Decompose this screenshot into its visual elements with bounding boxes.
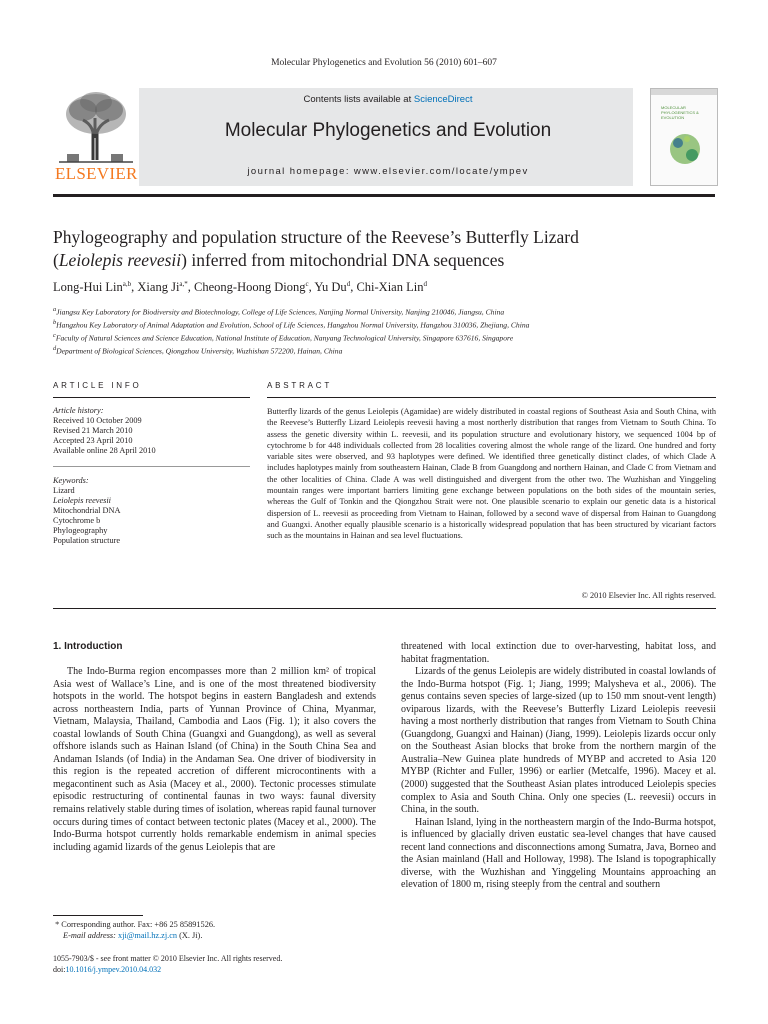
article-info-heading: ARTICLE INFO	[53, 381, 142, 390]
title-species: Leiolepis reevesii	[58, 250, 182, 270]
affiliation: $^d$Department of Biological Sciences, Qiongzhou University, Wuzhishan 572200, Hainan, China	[53, 345, 343, 356]
journal-cover-thumbnail	[650, 88, 718, 186]
copyright: © 2010 Elsevier Inc. All rights reserved.	[581, 591, 716, 600]
paragraph: Hainan Island, lying in the northeastern margin of the Indo-Burma hotspot, is influenced by glacially driven eustatic sea-level changes that have caused recent land connections and disconnections among Sumatra, Java, Borneo and the Asian mainland (Hall and Holloway, 1998). The Island is topographically diverse, with the Wuzhishan and Yinggeling Mountains approaching an elevation of 1800 m, rising steeply from the central and southern	[401, 816, 716, 891]
email-link[interactable]: xji@mail.hz.zj.cn	[118, 931, 178, 940]
issn-line: 1055-7903/$ - see front matter © 2010 Elsevier Inc. All rights reserved.	[53, 954, 283, 963]
author: Yu Du$^d$,	[314, 280, 357, 295]
history-label: Article history:	[53, 406, 104, 415]
publisher-name: ELSEVIER	[55, 164, 138, 183]
paragraph: threatened with local extinction due to over-harvesting, habitat loss, and habitat fragmentation.	[401, 641, 716, 665]
author-list	[53, 280, 715, 295]
article-history: Article history: Received 10 October 2009 Revised 21 March 2010 Accepted 23 April 2010 Available online 28 April 2010	[53, 406, 156, 455]
divider	[53, 397, 250, 398]
sciencedirect-link[interactable]: ScienceDirect	[413, 94, 473, 105]
paragraph: Lizards of the genus Leiolepis are widely distributed in coastal lowlands of the Indo-Burma hotspot (Fig. 1; Jiang, 1999; Malysheva et al., 2006). The genus contains seven species of large-sized (up to 150 mm snout-vent length) oviparous lizards, with the Reevese’s Butterfly Lizard Leiolepis reevesii having a most northerly distribution that ranges from Vietnam to South China (Guangdong, Guangxi and Hainan) (Jiang, 1999). Leiolepis lizards occur only on the Southeast Asian blocks that broke from the northern margin of the Australia–New Guinea plate hundreds of MYBP and accreted to Asia 120 MYBP (Richter and Fuller, 1996) or earlier (Metcalfe, 1996). Macey et al. (2000) suggested that the Southeast Asian plates introduced Leiolepis species complex to Asia and South China. Only one species (L. reevesii) occurs in China, in the south.	[401, 666, 716, 816]
abstract-heading: ABSTRACT	[267, 381, 333, 390]
cover-title: MOLECULAR PHYLOGENETICS & EVOLUTION	[661, 105, 699, 120]
cover-art-icon	[667, 127, 703, 177]
footnote: * Corresponding author. Fax: +86 25 85891526. E-mail address: xji@mail.hz.zj.cn (X. Ji).	[53, 920, 216, 940]
bottom-metadata: 1055-7903/$ - see front matter © 2010 Elsevier Inc. All rights reserved. doi:10.1016/j.ympev.2010.04.032	[53, 953, 453, 975]
affiliation: $^c$Faculty of Natural Sciences and Science Education, National Institute of Education, Nanyang Technological University, Singapore 637616, Singapore	[53, 332, 514, 343]
author: Cheong-Hoong Diong$^c$,	[194, 280, 315, 295]
abstract-text: Butterfly lizards of the genus Leiolepis (Agamidae) are widely distributed in coastal regions of Southeast Asia and South China, with the Reevese’s Butterfly Lizard Leiolepis reevesii having a most northerly distribution that ranges from Vietnam to South China. To assess the genetic diversity within L. reevesii, and its population structure and evolutionary history, we sequenced 1004 bp of cytochrome b for 448 individuals collected from 28 localities covering almost the whole range of the lizard. One hundred and forty variable sites were observed, and 93 haplotypes were defined. We identified three genetically distinct clades, of which Clade A includes haplotypes mainly from southeastern Hainan, Clade B from Guangdong and northern Hainan, and Clade C from Vietnam and the other localities of China. Clade A was well distinguished and divergent from the other two. The Wuzhishan and Yinggeling mountain ranges were important barriers limiting gene exchange between populations on the both sides of the mountain series, whereas the Gulf of Tonkin and the Qiongzhou Strait were not. One plausible scenario to explain our genetic data is a historical dispersion of L. reevesii as proceeding from Vietnam to Hainan, followed by a second wave of dispersal from Hainan to Guangdong and Guangxi. Another equally plausible scenario is a historically widespread population that has been structured by vicariant factors such as the mountains in Hainan and sea level fluctuations.	[267, 407, 716, 541]
contents-prefix: Contents lists available at	[303, 94, 412, 105]
affiliation: $^a$Jiangsu Key Laboratory for Biodiversity and Biotechnology, College of Life Sciences, Nanjing Normal University, Nanjing 210046, Jiangsu, China	[53, 306, 505, 317]
title-line-1: Phylogeography and population structure of the Reevese’s Butterfly Lizard	[53, 227, 579, 247]
keywords: Keywords: Lizard Leiolepis reevesii Mitochondrial DNA Cytochrome b Phylogeography Population structure	[53, 476, 121, 545]
author: Long-Hui Lin$^{a,b}$,	[53, 280, 138, 295]
divider	[267, 397, 716, 398]
doi-link[interactable]: 10.1016/j.ympev.2010.04.032	[65, 965, 162, 974]
journal-citation: Molecular Phylogenetics and Evolution 56 (2010) 601–607	[271, 58, 497, 68]
intro-left-paragraph: The Indo-Burma region encompasses more than 2 million km² of tropical Asia west of Wallace’s Line, and is one of the most threatened biodiversity hotspots in the world. The hotspot begins in eastern Bangladesh and extends across northeastern India, parts of Yunnan Province of China, Myanmar, Vietnam, Malaysia, Thailand, Cambodia and Laos (Fig. 1); it also covers the coastal lowlands of South China (Guangxi and Guangdong), as well as several offshore islands such as Hainan Island (of China) in the South China Sea and Andaman Islands (of India) in the Andaman Sea. One driver of biodiversity in this region is the repeated accretion of different microcontinents with a megacontinent such as Asia (Macey et al., 2000). Tectonic processes stimulate episodic restructuring of continental faunas in two ways: faunal diversity remains relatively stable during times of isolation, whereas rapid faunal turnover occurs during times of contact between tectonic plates (Macey et al., 2000). The Indo-Burma hotspot currently holds remarkable endemism in animal species including agamid lizards of the genus Leiolepis that are	[53, 666, 376, 853]
paper-title: Phylogeography and population structure of the Reevese’s Butterfly Lizard (Leiolepis reevesii) inferred from mitochondrial DNA sequences	[53, 227, 579, 270]
author: Xiang $Ji^{a,*}$,	[137, 280, 195, 295]
author: Chi-Xian Lin$^d$	[356, 280, 427, 295]
contents-line	[143, 94, 633, 105]
divider	[53, 608, 716, 609]
journal-title: Molecular Phylogenetics and Evolution	[224, 120, 552, 141]
header-rule	[53, 194, 715, 197]
section-heading: 1. Introduction	[53, 641, 123, 652]
keywords-label: Keywords:	[53, 476, 89, 485]
affiliations	[53, 305, 715, 357]
affiliation: $^b$Hangzhou Key Laboratory of Animal Adaptation and Evolution, School of Life Sciences, Hangzhou Normal University, Hangzhou 310036, Zhejiang, China	[53, 319, 530, 330]
journal-homepage[interactable]: journal homepage: www.elsevier.com/locate/ympev	[247, 166, 529, 177]
footnote-rule	[53, 915, 143, 916]
tree-logo-icon	[53, 88, 139, 164]
corresponding-author: Corresponding author. Fax: +86 25 85891526.	[61, 920, 216, 929]
divider	[53, 466, 250, 467]
title-line-2: inferred from mitochondrial DNA sequences	[186, 250, 505, 270]
intro-right-column	[401, 641, 716, 892]
